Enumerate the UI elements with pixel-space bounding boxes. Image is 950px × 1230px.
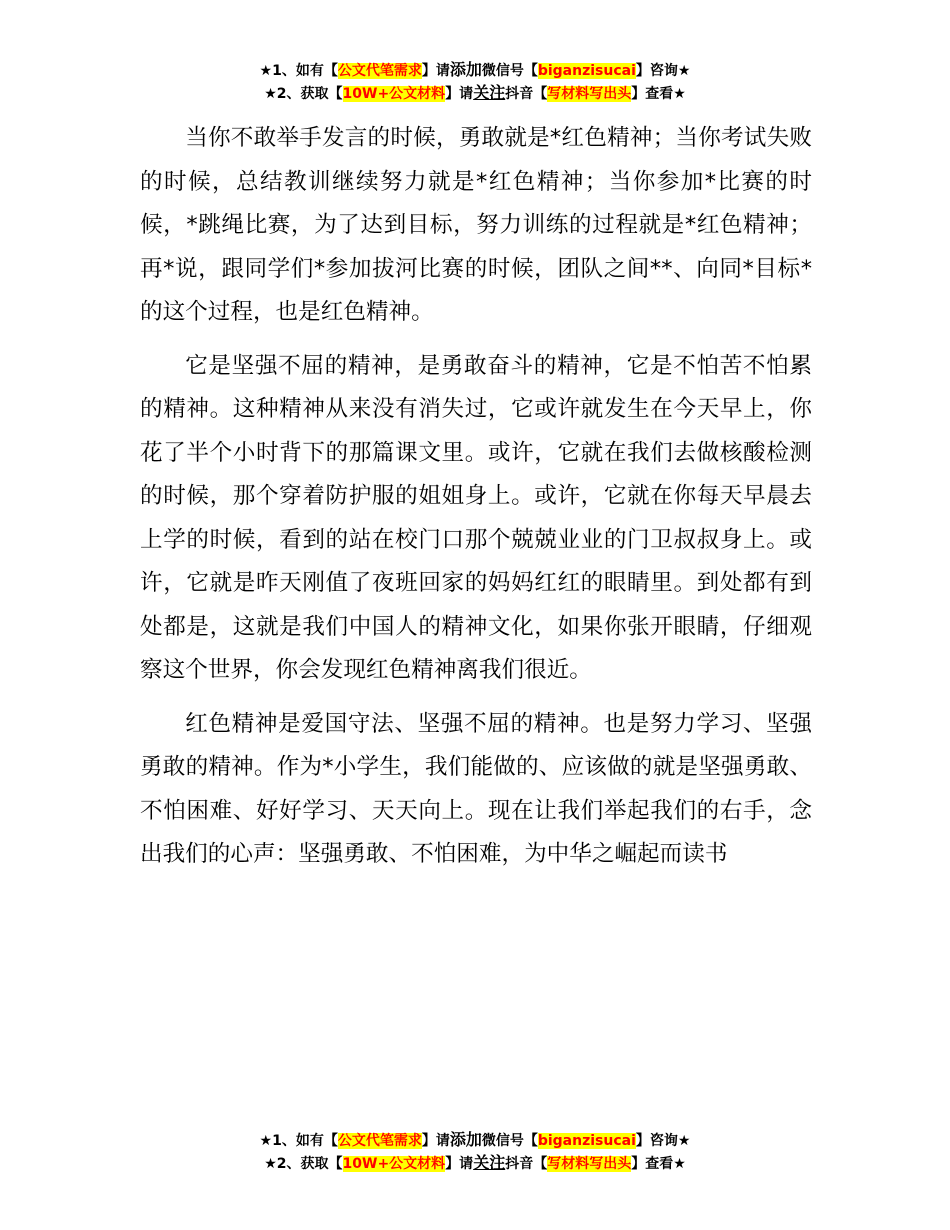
banner-line-1-prefix: ★1、如有【 — [259, 63, 338, 79]
footer-highlight-douyin-account: 写材料写出头 — [547, 1156, 632, 1172]
banner-line-2-suffix: 】查看★ — [631, 86, 686, 102]
header-banner — [0, 59, 950, 105]
footer-highlight-wechat-id: biganzisucai — [537, 1133, 636, 1149]
footer-line-2-suffix: 】查看★ — [631, 1156, 686, 1172]
footer-line-1-prefix: ★1、如有【 — [259, 1133, 338, 1149]
banner-line-2 — [0, 82, 950, 105]
footer-line-2-prefix: ★2、获取【 — [264, 1156, 343, 1172]
footer-line-1-mid2: 微信号【 — [481, 1133, 538, 1149]
banner-line-1-emphasis: 添加 — [449, 60, 482, 79]
document-body — [140, 117, 812, 887]
highlight-materials: 10W+公文材料 — [342, 86, 446, 102]
banner-line-1-suffix: 】咨询★ — [635, 63, 691, 79]
footer-line-2-mid2: 抖音【 — [505, 1156, 548, 1172]
footer-line-2-emphasis: 关注 — [473, 1153, 506, 1172]
paragraph-3: 红色精神是爱国守法、坚强不屈的精神。也是努力学习、坚强勇敢的精神。作为*小学生，我们能做的、应该做的就是坚强勇敢、不怕困难、好好学习、天天向上。现在让我们举起我们的右手，念出我们的心声：坚强勇敢、不怕困难，为中华之崛起而读书 — [140, 710, 812, 867]
banner-line-2-mid2: 抖音【 — [505, 86, 548, 102]
banner-line-1-mid2: 微信号【 — [481, 63, 538, 79]
footer-highlight-service: 公文代笔需求 — [337, 1133, 422, 1149]
paragraph-1: 当你不敢举手发言的时候，勇敢就是*红色精神；当你考试失败的时候，总结教训继续努力就是*红色精神；当你参加*比赛的时候，*跳绳比赛，为了达到目标，努力训练的过程就是*红色精神；再*说，跟同学们*参加拔河比赛的时候，团队之间**、向同*目标*的这个过程，也是红色精神。 — [140, 125, 812, 325]
banner-line-1 — [0, 59, 950, 82]
highlight-douyin-account: 写材料写出头 — [547, 86, 632, 102]
paragraph-2: 它是坚强不屈的精神，是勇敢奋斗的精神，它是不怕苦不怕累的精神。这种精神从来没有消失过，它或许就发生在今天早上，你花了半个小时背下的那篇课文里。或许，它就在我们去做核酸检测的时候，那个穿着防护服的姐姐身上。或许，它就在你每天早晨去上学的时候，看到的站在校门口那个兢兢业业的门卫叔叔身上。或许，它就是昨天刚值了夜班回家的妈妈红红的眼睛里。到处都有到处都是，这就是我们中国人的精神文化，如果你张开眼睛，仔细观察这个世界，你会发现红色精神离我们很近。 — [140, 352, 812, 683]
footer-line-2 — [0, 1152, 950, 1175]
footer-line-1-mid: 】请 — [421, 1133, 450, 1149]
footer-line-2-mid: 】请 — [445, 1156, 474, 1172]
footer-line-1-emphasis: 添加 — [449, 1130, 482, 1149]
banner-line-2-prefix: ★2、获取【 — [264, 86, 343, 102]
footer-highlight-materials: 10W+公文材料 — [342, 1156, 446, 1172]
highlight-service: 公文代笔需求 — [337, 63, 422, 79]
footer-banner — [0, 1129, 950, 1175]
footer-line-1-suffix: 】咨询★ — [635, 1133, 691, 1149]
banner-line-2-emphasis: 关注 — [473, 83, 506, 102]
banner-line-2-mid: 】请 — [445, 86, 474, 102]
footer-line-1 — [0, 1129, 950, 1152]
highlight-wechat-id: biganzisucai — [537, 63, 636, 79]
banner-line-1-mid: 】请 — [421, 63, 450, 79]
